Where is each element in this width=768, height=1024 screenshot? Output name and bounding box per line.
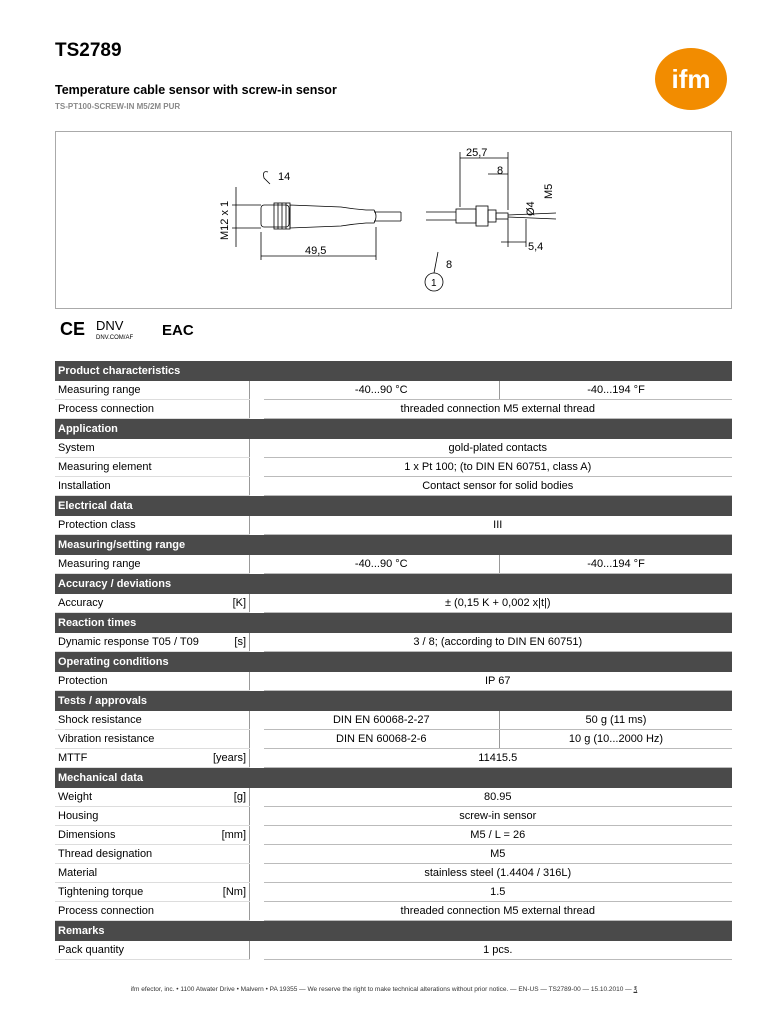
spacer — [250, 633, 264, 652]
short-length-label: 5,4 — [528, 241, 544, 253]
section-header — [55, 574, 732, 594]
spec-label: Housing — [55, 807, 210, 826]
spec-row — [55, 477, 732, 496]
spec-label: Weight — [55, 788, 210, 807]
spec-value: 11415.5 — [264, 749, 732, 768]
spec-value: III — [264, 516, 732, 535]
spec-value: threaded connection M5 external thread — [264, 400, 732, 419]
spec-unit — [210, 439, 250, 458]
spec-row — [55, 400, 732, 419]
spacer — [250, 594, 264, 613]
spec-row — [55, 864, 732, 883]
product-code: TS-PT100-SCREW-IN M5/2M PUR — [55, 102, 181, 111]
spec-unit — [210, 845, 250, 864]
section-header — [55, 419, 732, 439]
wrench-size-left: 14 — [278, 171, 291, 183]
spec-unit: [g] — [210, 788, 250, 807]
wrench-dim-label: 8 — [497, 165, 504, 177]
product-subtitle: Temperature cable sensor with screw-in sensor — [55, 83, 337, 97]
spacer — [250, 788, 264, 807]
spacer — [250, 439, 264, 458]
spec-value: -40...194 °F — [500, 555, 732, 574]
thread-label: M12 x 1 — [219, 200, 231, 240]
section-title: Measuring/setting range — [55, 535, 732, 555]
spacer — [250, 883, 264, 902]
spec-unit: [years] — [210, 749, 250, 768]
section-header — [55, 652, 732, 672]
spec-row — [55, 807, 732, 826]
spec-unit: [s] — [210, 633, 250, 652]
spec-value: DIN EN 60068-2-6 — [264, 730, 500, 749]
spacer — [250, 711, 264, 730]
spacer — [250, 400, 264, 419]
section-header — [55, 535, 732, 555]
spec-unit — [210, 400, 250, 419]
length-label: 49,5 — [305, 245, 327, 257]
section-header — [55, 613, 732, 633]
section-header — [55, 496, 732, 516]
spec-unit — [210, 730, 250, 749]
spec-label: Accuracy — [55, 594, 210, 613]
spec-row — [55, 749, 732, 768]
spec-value: Contact sensor for solid bodies — [264, 477, 732, 496]
spacer — [250, 477, 264, 496]
spec-value: -40...90 °C — [264, 555, 500, 574]
spec-row — [55, 711, 732, 730]
spec-value: 1 pcs. — [264, 941, 732, 960]
section-header — [55, 691, 732, 711]
page-title: TS2789 — [55, 40, 122, 61]
spec-label: Installation — [55, 477, 210, 496]
dnv-url: DNV.COM/AF — [96, 335, 134, 341]
spec-row — [55, 826, 732, 845]
spec-value: screw-in sensor — [264, 807, 732, 826]
section-title: Mechanical data — [55, 768, 732, 788]
ifm-logo — [653, 47, 729, 111]
spacer — [250, 864, 264, 883]
spec-value: -40...90 °C — [264, 381, 500, 400]
logo-text: ifm — [671, 64, 711, 94]
spec-label: Vibration resistance — [55, 730, 210, 749]
spec-label: MTTF — [55, 749, 210, 768]
spec-label: Measuring range — [55, 381, 210, 400]
spec-value: IP 67 — [264, 672, 732, 691]
spec-label: Shock resistance — [55, 711, 210, 730]
section-title: Accuracy / deviations — [55, 574, 732, 594]
spec-label: Dynamic response T05 / T09 — [55, 633, 210, 652]
spec-unit: [K] — [210, 594, 250, 613]
spec-label: Thread designation — [55, 845, 210, 864]
spec-label: Protection — [55, 672, 210, 691]
spec-value: -40...194 °F — [500, 381, 732, 400]
spec-label: Measuring element — [55, 458, 210, 477]
spec-unit — [210, 902, 250, 921]
section-title: Tests / approvals — [55, 691, 732, 711]
spec-label: System — [55, 439, 210, 458]
total-length-label: 25,7 — [466, 147, 488, 159]
spec-unit — [210, 672, 250, 691]
spec-unit — [210, 381, 250, 400]
spacer — [250, 902, 264, 921]
section-title: Electrical data — [55, 496, 732, 516]
m5-label: M5 — [543, 183, 555, 199]
spec-label: Pack quantity — [55, 941, 210, 960]
spacer — [250, 381, 264, 400]
spec-unit: [mm] — [210, 826, 250, 845]
section-title: Reaction times — [55, 613, 732, 633]
spec-value: threaded connection M5 external thread — [264, 902, 732, 921]
spec-unit — [210, 458, 250, 477]
spacer — [250, 730, 264, 749]
spec-label: Protection class — [55, 516, 210, 535]
spec-value: stainless steel (1.4404 / 316L) — [264, 864, 732, 883]
spec-label: Material — [55, 864, 210, 883]
spec-unit — [210, 864, 250, 883]
spacer — [250, 941, 264, 960]
sensor-right-drawing — [425, 152, 556, 291]
footer-text: ifm efector, inc. • 1100 Atwater Drive • Malvern • PA 19355 — We reserve the right to make technical alterations without prior notice. — EN-US — TS2789-00 — 15.10.2010 — — [130, 986, 632, 993]
spec-label: Tightening torque — [55, 883, 210, 902]
spec-row — [55, 516, 732, 535]
spacer — [250, 458, 264, 477]
spec-unit: [Nm] — [210, 883, 250, 902]
spec-row — [55, 883, 732, 902]
spacer — [250, 672, 264, 691]
spec-row — [55, 381, 732, 400]
spec-unit — [210, 711, 250, 730]
specification-table — [55, 360, 732, 960]
spec-label: Process connection — [55, 902, 210, 921]
spacer — [250, 749, 264, 768]
section-title: Remarks — [55, 921, 732, 941]
spec-row — [55, 672, 732, 691]
spec-value: 10 g (10...2000 Hz) — [500, 730, 732, 749]
spec-value: 1.5 — [264, 883, 732, 902]
footer-mark: ℥ — [633, 986, 638, 993]
spec-label: Process connection — [55, 400, 210, 419]
spec-row — [55, 594, 732, 613]
spacer — [250, 516, 264, 535]
section-header — [55, 361, 732, 381]
spec-value: gold-plated contacts — [264, 439, 732, 458]
spec-value: 3 / 8; (according to DIN EN 60751) — [264, 633, 732, 652]
spec-value: M5 / L = 26 — [264, 826, 732, 845]
page-footer — [0, 985, 768, 993]
spacer — [250, 826, 264, 845]
spec-row — [55, 845, 732, 864]
spec-value: M5 — [264, 845, 732, 864]
spec-row — [55, 730, 732, 749]
wrench-size-right: 8 — [446, 259, 453, 271]
spec-row — [55, 902, 732, 921]
section-header — [55, 921, 732, 941]
spec-row — [55, 941, 732, 960]
eac-mark: EAC — [162, 322, 194, 339]
spec-unit — [210, 555, 250, 574]
spec-row — [55, 439, 732, 458]
spec-value: 1 x Pt 100; (to DIN EN 60751, class A) — [264, 458, 732, 477]
spec-value: DIN EN 60068-2-27 — [264, 711, 500, 730]
dimension-drawing — [55, 131, 732, 309]
spec-label: Measuring range — [55, 555, 210, 574]
spec-value: ± (0,15 K + 0,002 x|t|) — [264, 594, 732, 613]
spec-unit — [210, 516, 250, 535]
spacer — [250, 807, 264, 826]
spec-value: 50 g (11 ms) — [500, 711, 732, 730]
spec-row — [55, 633, 732, 652]
section-title: Application — [55, 419, 732, 439]
diameter-label: Ø4 — [525, 201, 537, 216]
spacer — [250, 845, 264, 864]
spec-unit — [210, 807, 250, 826]
section-title: Operating conditions — [55, 652, 732, 672]
dnv-mark: DNV — [96, 318, 124, 333]
spec-unit — [210, 477, 250, 496]
section-header — [55, 768, 732, 788]
spec-row — [55, 555, 732, 574]
spacer — [250, 555, 264, 574]
spec-value: 80.95 — [264, 788, 732, 807]
ce-mark: CE — [60, 319, 86, 339]
certification-marks — [60, 316, 194, 344]
callout-1: 1 — [431, 278, 437, 289]
spec-row — [55, 788, 732, 807]
spec-row — [55, 458, 732, 477]
spec-unit — [210, 941, 250, 960]
spec-label: Dimensions — [55, 826, 210, 845]
section-title: Product characteristics — [55, 361, 732, 381]
